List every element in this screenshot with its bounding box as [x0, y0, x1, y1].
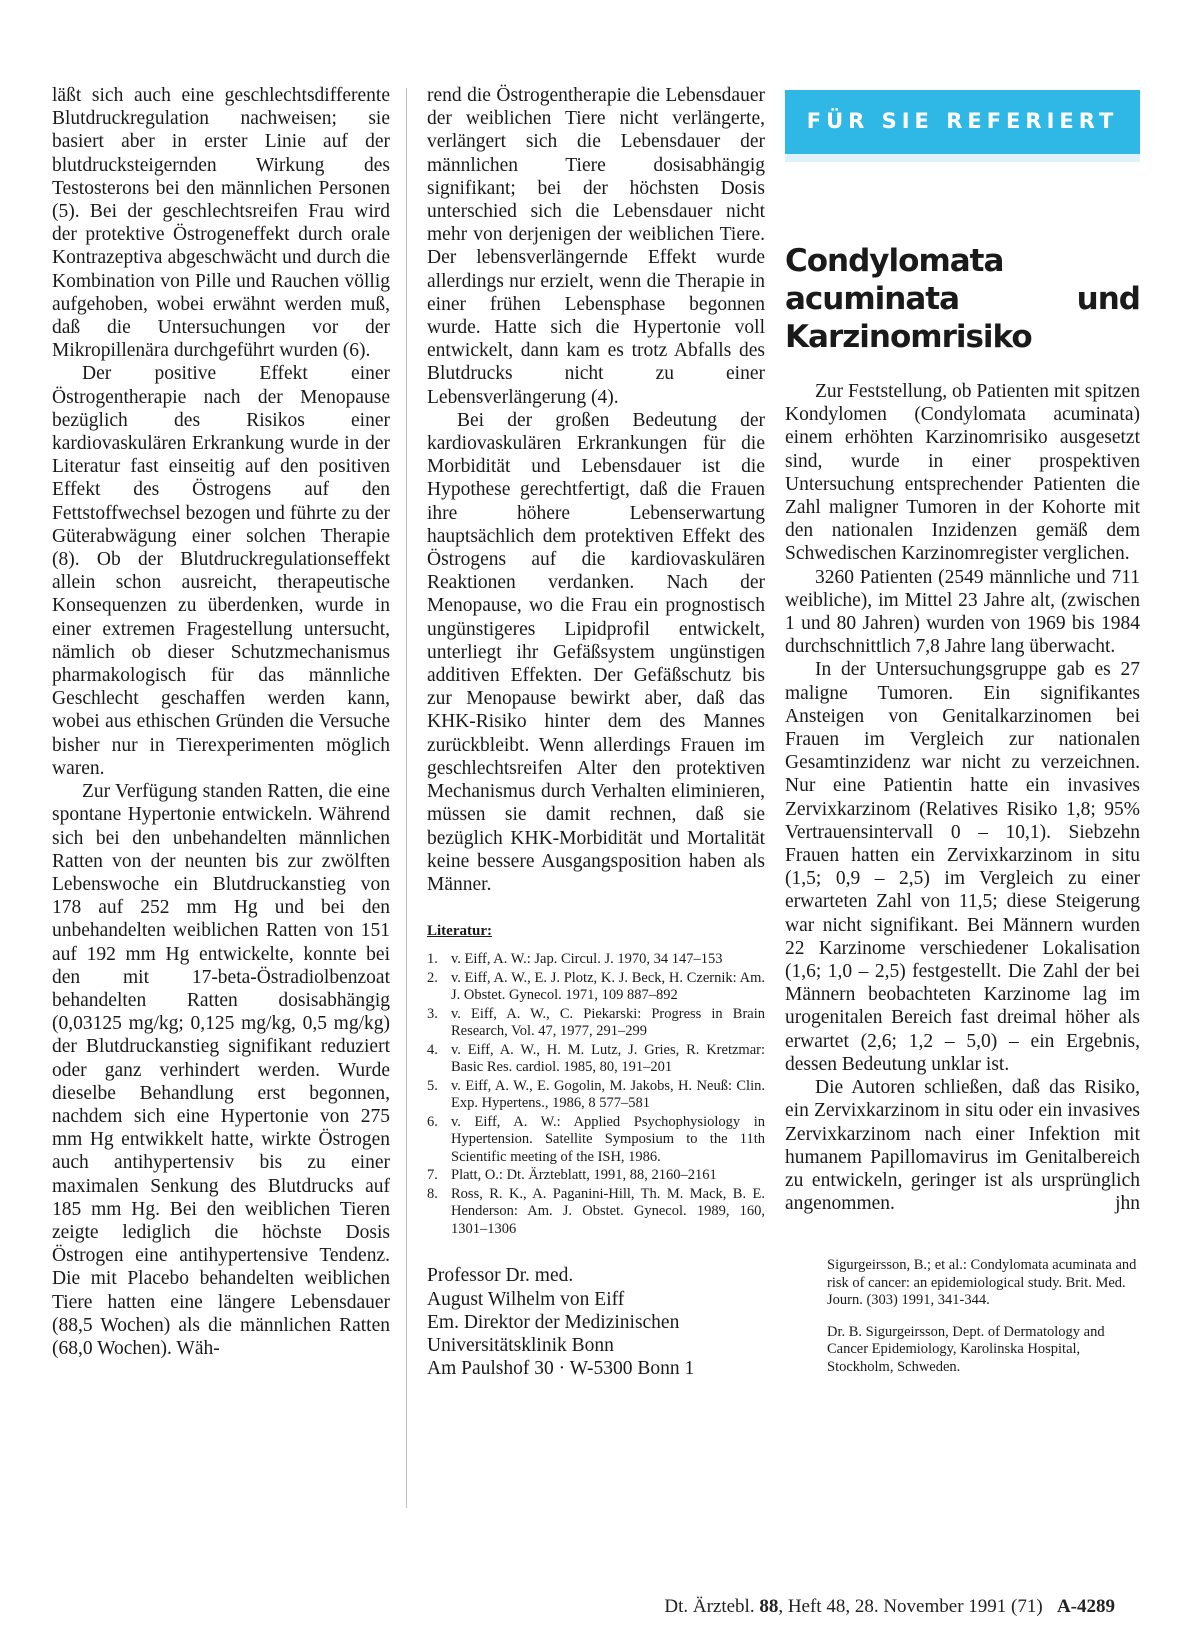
paragraph	[785, 1076, 1140, 1215]
paragraph: Zur Verfügung standen Ratten, die eine spontane Hypertonie entwickeln. Während sich bei den unbehandelten männlichen Ratten von der neunten bis zur zwölften Lebenswoche ein Blutdruckanstieg von 178 auf 252 mm Hg und bei den unbehandelten weiblichen Ratten von 151 auf 192 mm Hg entwickelte, konnte bei den mit 17-beta-Östradiolbenzoat behandelten Ratten dosisabhängig (0,03125 mg/kg; 0,125 mg/kg, 0,5 mg/kg) der Blutdruckanstieg signifikant reduziert oder ganz verhindert werden. Wurde dieselbe Behandlung erst begonnen, nachdem sich eine Hypertonie von 275 mm Hg entwikkelt hatte, wirkte Östrogen auch antihypertensiv bis zu einer maximalen Senkung des Blutdrucks auf 185 mm Hg. Bei den weiblichen Tieren zeigte lediglich die höchste Dosis Östrogen eine antihypertensive Tendenz. Die mit Placebo behandelten weiblichen Tiere hatten eine längere Lebensdauer (88,5 Wochen) als die männlichen Ratten (68,0 Wochen). Wäh-	[52, 781, 390, 1359]
literature-item: 5. v. Eiff, A. W., E. Gogolin, M. Jakobs, H. Neuß: Clin. Exp. Hypertens., 1986, 8 577–581	[427, 1077, 765, 1112]
paragraph: Der positive Effekt einer Östrogentherapie nach der Menopause bezüglich des Risikos einer kardiovaskulären Erkrankung wurde in der Literatur fast einseitig auf den positiven Effekt des Östrogens auf den Fettstoffwechsel bezogen und führte zu der Güterabwägung einer solchen Therapie (8). Ob der Blutdruckregulationseffekt allein schon ausreicht, therapeutische Konsequenzen zu überdenken, wurde in einer extremen Fragestellung untersucht, nämlich ob dieser Schutzmechanismus pharmakologisch für das männliche Geschlecht geschaffen werden kann, wobei aus ethischen Gründen die Versuche bisher nur in Tierexperimenten möglich waren.	[52, 363, 390, 779]
issue-date: , Heft 48, 28. November 1991 (71)	[778, 1596, 1043, 1617]
paragraph: läßt sich auch eine geschlechtsdifferente Blutdruckregulation nachweisen; sie basiert aber in erster Linie auf der blutdrucksteigernden Wirkung des Testosterons bei den männlichen Personen (5). Bei der geschlechtsreifen Frau wird der protektive Östrogeneffekt durch orale Kontrazeptiva abgeschwächt und durch die Kombination von Pille und Rauchen völlig aufgehoben, wobei erwähnt werden muß, daß die Untersuchungen vor der Mikropillenära durchgeführt wurden (6).	[52, 85, 390, 362]
paragraph: 3260 Patienten (2549 männliche und 711 weibliche), im Mittel 23 Jahre alt, (zwischen 1 und 80 Jahren) wurden von 1969 bis 1984 durchschnittlich 7,8 Jahre lang überwacht.	[785, 566, 1140, 658]
section-banner: FÜR SIE REFERIERT	[785, 90, 1140, 154]
page-number: A-4289	[1056, 1596, 1115, 1617]
literature-item: 8. Ross, R. K., A. Paganini-Hill, Th. M. Mack, B. E. Henderson: Am. J. Obstet. Gynecol. 1989, 160, 1301–1306	[427, 1185, 765, 1237]
page-footer	[664, 1596, 1115, 1618]
sidebar-abstract	[785, 90, 1140, 1390]
literature-list	[427, 951, 765, 1238]
column-divider	[406, 88, 407, 1508]
journal-name: Dt. Ärztebl.	[664, 1596, 755, 1617]
column-middle	[427, 84, 765, 1380]
paragraph: rend die Östrogentherapie die Lebensdauer der weiblichen Tiere nicht verlängerte, verlängert sich die Lebensdauer der männlichen Tiere dosisabhängig signifikant; bei der höchsten Dosis unterschied sich die Lebensdauer nicht mehr von derjenigen der weiblichen Tiere. Der lebensverlängernde Effekt wurde allerdings nur erzielt, wenn die Therapie in einer frühen Lebensphase begonnen wurde. Hatte sich die Hypertonie voll entwickelt, dann kam es trotz Abfalls des Blutdrucks nicht zu einer Lebensverlängerung (4).	[427, 85, 765, 408]
abstract-headline: Condylomata acuminata und Karzinomrisiko	[785, 243, 1140, 355]
banner-strip	[785, 154, 1140, 162]
author-line: Professor Dr. med.	[427, 1265, 574, 1287]
author-initials: jhn	[1115, 1193, 1140, 1215]
author-line: Am Paulshof 30 · W-5300 Bonn 1	[427, 1358, 695, 1380]
paragraph: Bei der großen Bedeutung der kardiovaskulären Erkrankungen für die Morbidität und Lebensdauer ist die Hypothese gerechtfertigt, daß die Frauen ihre höhere Lebenserwartung hauptsächlich dem protektiven Effekt des Östrogens auf die kardiovaskulären Reaktionen verdanken. Nach der Menopause, wo die Frau ein prognostisch ungünstigeres Lipidprofil entwickelt, unterliegt ihr Gefäßsystem ungünstigen additiven Effekten. Der Gefäßschutz bis zur Menopause bewirkt aber, daß das KHK-Risiko hinter dem des Mannes zurückbleibt. Wenn allerdings Frauen im geschlechtsreifen Alter den protektiven Mechanismus durch Verhalten eliminieren, müssen sie damit rechnen, daß sie bezüglich KHK-Morbidität und Mortalität keine bessere Ausgangsposition haben als Männer.	[427, 409, 765, 895]
volume: 88	[759, 1596, 779, 1617]
author-address	[427, 1264, 765, 1380]
column-left	[52, 84, 390, 1360]
literature-item: 1. v. Eiff, A. W.: Jap. Circul. J. 1970, 34 147–153	[427, 951, 723, 968]
paragraph: In der Untersuchungsgruppe gab es 27 maligne Tumoren. Ein signifikantes Ansteigen von Genitalkarzinomen bei Frauen im Vergleich zur nationalen Gesamtinzidenz war nicht zu verzeichnen. Nur eine Patientin hatte ein invasives Zervixkarzinom (Relatives Risiko 1,8; 95% Vertrauensintervall 0 – 10,1). Siebzehn Frauen hatten ein Zervixkarzinom in situ (1,5; 0,9 – 2,5) im Vergleich zu einer erwarteten Zahl von 11,5; diese Steigerung war nicht signifikant. Bei Männern wurden 22 Karzinome verschiedener Lokalisation (1,6; 1,0 – 2,5) festgestellt. Die Zahl der bei Männern beobachteten Karzinome lag im urogenitalen Bereich fast dreimal höher als erwartet (2,6; 1,2 – 5,0) – ein Ergebnis, dessen Bedeutung unklar ist.	[785, 659, 1140, 1075]
literature-item: 6. v. Eiff, A. W.: Applied Psychophysiology in Hypertension. Satellite Symposium to the 11th Scientific meeting of the ISH, 1986.	[427, 1113, 765, 1165]
literature-item: 2. v. Eiff, A. W., E. J. Plotz, K. J. Beck, H. Czernik: Am. J. Obstet. Gynecol. 1971, 109 887–892	[427, 969, 765, 1004]
author-line: Em. Direktor der Medizinischen	[427, 1311, 680, 1333]
author-line: Universitätsklinik Bonn	[427, 1334, 614, 1356]
source-reference	[827, 1257, 1140, 1376]
citation: Sigurgeirsson, B.; et al.: Condylomata acuminata and risk of cancer: an epidemiological study. Brit. Med. Journ. (303) 1991, 341-344.	[827, 1257, 1137, 1309]
literature-item: 3. v. Eiff, A. W., C. Piekarski: Progress in Brain Research, Vol. 47, 1977, 291–299	[427, 1005, 765, 1040]
paragraph-text: Die Autoren schließen, daß das Risiko, ein Zervixkarzinom in situ oder ein invasives Zervixkarzinom nach einer Infektion mit humanem Papillomavirus im Genitalbereich zu entwickeln, geringer ist als ursprünglich angenommen.	[785, 1077, 1140, 1215]
literature-item: 7. Platt, O.: Dt. Ärzteblatt, 1991, 88, 2160–2161	[427, 1167, 717, 1184]
literature-item: 4. v. Eiff, A. W., H. M. Lutz, J. Gries, R. Kretzmar: Basic Res. cardiol. 1985, 80, 191–201	[427, 1041, 765, 1076]
author-line: August Wilhelm von Eiff	[427, 1288, 625, 1310]
paragraph: Zur Feststellung, ob Patienten mit spitzen Kondylomen (Condylomata acuminata) einem erhöhten Karzinomrisiko ausgesetzt sind, wurde in einer prospektiven Untersuchung entsprechender Patienten die Zahl maligner Tumoren in der Kohorte mit den nationalen Inzidenzen gemäß dem Schwedischen Karzinomregister verglichen.	[785, 381, 1140, 565]
abstract-body	[785, 380, 1140, 1215]
affiliation: Dr. B. Sigurgeirsson, Dept. of Dermatology and Cancer Epidemiology, Karolinska Hospital, Stockholm, Schweden.	[827, 1323, 1105, 1375]
literature-heading: Literatur:	[427, 923, 492, 940]
